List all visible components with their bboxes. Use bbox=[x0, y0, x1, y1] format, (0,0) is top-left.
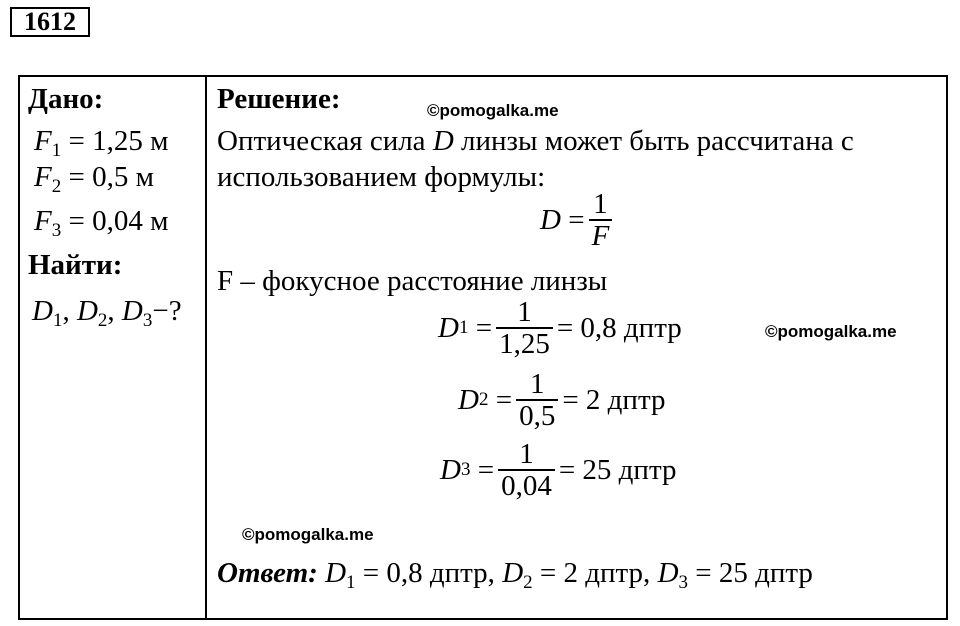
solution-line1: Оптическая сила D линзы может быть рассчитана с bbox=[217, 125, 854, 157]
find-heading: Найти: bbox=[28, 249, 123, 281]
equation-d3: D 3 = $\frac{1}{0,04}$ = 25 дптр bbox=[440, 438, 677, 502]
watermark: ©pomogalka.me bbox=[427, 101, 559, 120]
column-divider bbox=[205, 77, 207, 618]
answer-label: Ответ: bbox=[217, 557, 318, 589]
given-f2: $F_2 = 0,5$ м bbox=[34, 161, 154, 197]
solution-note: F – фокусное расстояние линзы bbox=[217, 265, 608, 297]
find-expr: $D_1$, $D_2$, $D_3-$? bbox=[32, 295, 182, 331]
given-heading: Дано: bbox=[28, 83, 104, 115]
problem-number: 1612 bbox=[10, 7, 90, 37]
solution-line2: использованием формулы: bbox=[217, 161, 546, 193]
formula-general: D = $\frac{1}{F}$ bbox=[540, 189, 616, 251]
answer-line: Ответ: $D_1 = 0,8$ дптр, $D_2 = 2$ дптр, $D_3 = 25$ дптр bbox=[217, 557, 813, 593]
solution-heading: Решение: bbox=[217, 83, 341, 115]
watermark: ©pomogalka.me bbox=[765, 322, 897, 341]
solution-table bbox=[18, 75, 948, 620]
given-f3: $F_3 = 0,04$ м bbox=[34, 205, 169, 241]
given-f1: $F_1 = 1,25$ м bbox=[34, 125, 169, 161]
equation-d1: D 1 = $\frac{1}{1,25}$ = 0,8 дптр bbox=[438, 296, 682, 360]
equation-d2: D 2 = $\frac{1}{0,5}$ = 2 дптр bbox=[458, 368, 666, 432]
watermark: ©pomogalka.me bbox=[242, 525, 374, 544]
